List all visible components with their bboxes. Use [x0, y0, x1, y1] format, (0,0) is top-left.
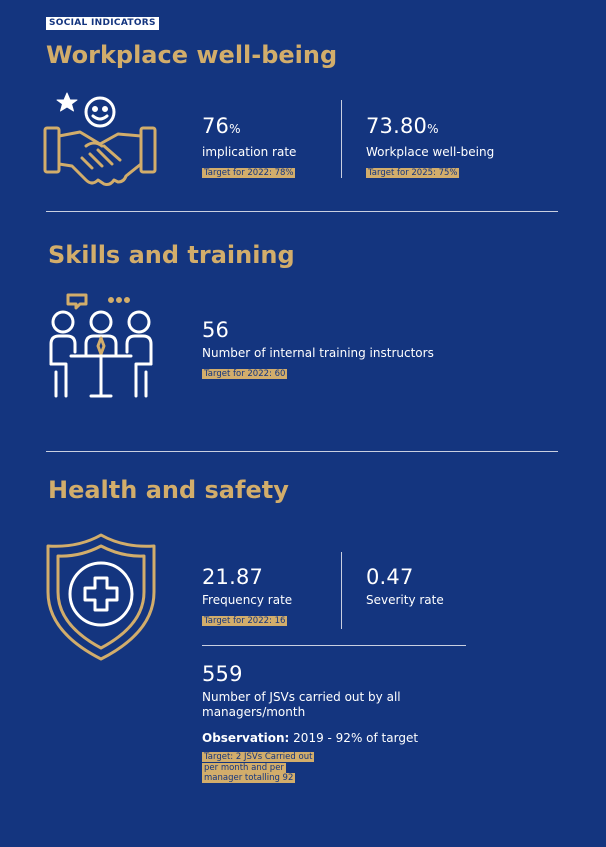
training-instructors-value: 56 [202, 318, 230, 342]
wellbeing-title: Workplace well-being [46, 41, 338, 69]
section-tag: SOCIAL INDICATORS [46, 17, 159, 30]
vertical-divider [341, 552, 342, 629]
implication-rate-label: implication rate [202, 145, 297, 159]
frequency-rate-value: 21.87 [202, 565, 264, 589]
implication-rate-metric [202, 114, 296, 179]
frequency-rate-metric [202, 565, 292, 627]
meeting-people-icon [46, 292, 156, 402]
training-instructors-metric [202, 318, 434, 380]
training-instructors-target: Target for 2022: 60 [204, 369, 286, 379]
section-divider [46, 211, 558, 212]
frequency-rate-target: Target for 2022: 16 [204, 616, 286, 626]
frequency-rate-label: Frequency rate [202, 593, 293, 607]
jsv-value: 559 [202, 662, 243, 686]
observation-text: Observation: 2019 - 92% of target [202, 731, 419, 745]
implication-rate-target: Target for 2022: 78% [204, 168, 294, 178]
section-divider [46, 451, 558, 452]
workplace-wellbeing-target: Target for 2025: 75% [368, 168, 458, 178]
implication-rate-value: 76% [202, 114, 241, 138]
shield-cross-icon [44, 532, 158, 662]
workplace-wellbeing-metric [366, 114, 494, 179]
skills-title: Skills and training [48, 241, 295, 269]
vertical-divider [341, 100, 342, 178]
severity-rate-metric [366, 565, 444, 608]
jsv-label: Number of JSVs carried out by all managers/month [202, 690, 401, 719]
severity-rate-label: Severity rate [366, 593, 444, 607]
metric-divider [202, 645, 466, 646]
workplace-wellbeing-value: 73.80% [366, 114, 439, 138]
jsv-target: Target: 2 JSVs Carried out per month and per manager totalling 92 [204, 752, 313, 783]
handshake-smiley-icon [42, 88, 158, 192]
workplace-wellbeing-label: Workplace well-being [366, 145, 495, 159]
jsv-metric [202, 662, 442, 720]
severity-rate-value: 0.47 [366, 565, 414, 589]
training-instructors-label: Number of internal training instructors [202, 346, 434, 360]
health-title: Health and safety [48, 476, 289, 504]
